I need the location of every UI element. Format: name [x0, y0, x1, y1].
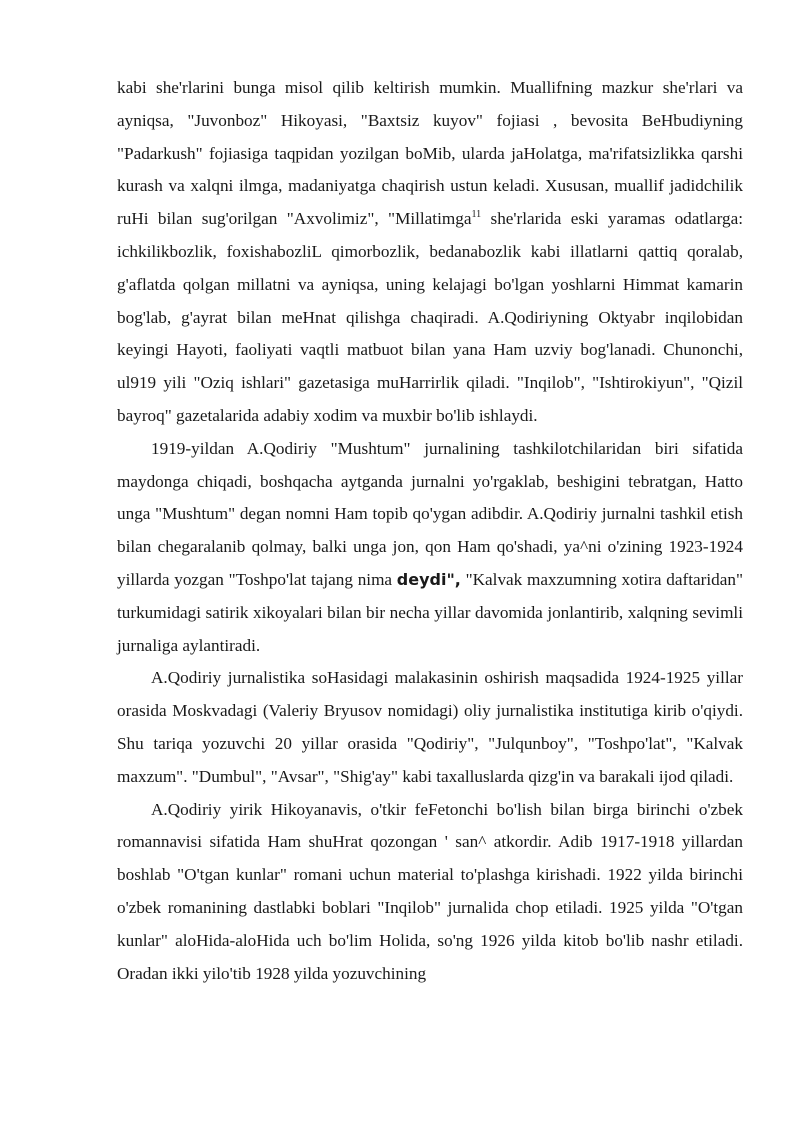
paragraph-2-text-a: 1919-yildan A.Qodiriy "Mushtum" jurnalining tashkilotchilaridan biri sifatida maydonga chiqadi, boshqacha aytganda jurnalni yo'rgaklab, beshigini tebratgan, Hatto unga "Mushtum" degan nomni Ham topib qo'ygan adibdir. A.Qodiriy jurnalni tashkil etish bilan chegaralanib qolmay, balki unga jon, qon Ham qo'shadi, ya^ni o'zining 1923-1924 yillarda yozgan "Toshpo'lat tajang nima	[117, 438, 743, 589]
paragraph-2-bold-text: deydi",	[396, 569, 461, 589]
paragraph-2	[117, 433, 743, 663]
paragraph-1	[117, 72, 743, 433]
paragraph-1-text-b: she'rlarida eski yaramas odatlarga: ichkilikbozlik, foxishabozliL qimorbozlik, bedanabozlik kabi illatlarni qattiq qoralab, g'aflatda qolgan millatni va ayniqsa, uning kelajagi bo'lgan yoshlarni Himmat kamarin bog'lab, g'ayrat bilan meHnat qilishga chaqiradi. A.Qodiriyning Oktyabr inqilobidan keyingi Hayoti, faoliyati vaqtli matbuot bilan yana Ham uzviy bog'lanadi. Chunonchi, ul919 yili "Oziq ishlari" gazetasiga muHarrirlik qiladi. "Inqilob", "Ishtirokiyun", "Qizil bayroq" gazetalarida adabiy xodim va muxbir bo'lib ishlaydi.	[117, 209, 743, 425]
body-text	[117, 72, 743, 990]
paragraph-4: A.Qodiriy yirik Hikoyanavis, o'tkir feFetonchi bo'lish bilan birga birinchi o'zbek romannavisi sifatida Ham shuHrat qozongan ' san^ atkordir. Adib 1917-1918 yillardan boshlab "O'tgan kunlar" romani uchun material to'plashga kirishadi. 1922 yilda birinchi o'zbek romanining dastlabki boblari "Inqilob" jurnalida chop etiladi. 1925 yilda "O'tgan kunlar" aloHida-aloHida uch bo'lim Holida, so'ng 1926 yilda kitob bo'lib nashr etiladi. Oradan ikki yilo'tib 1928 yilda yozuvchining	[117, 799, 743, 983]
paragraph-3: A.Qodiriy jurnalistika soHasidagi malakasinin oshirish maqsadida 1924-1925 yillar orasida Moskvadagi (Valeriy Bryusov nomidagi) oliy jurnalistika institutiga kirib o'qiydi. Shu tariqa yozuvchi 20 yillar orasida "Qodiriy", "Julqunboy", "Toshpo'lat", "Kalvak maxzum". "Dumbul", "Avsar", "Shig'ay" kabi taxalluslarda qizg'in va barakali ijod qiladi.	[117, 668, 743, 786]
paragraph-1-text-a: kabi she'rlarini bunga misol qilib keltirish mumkin. Muallifning mazkur she'rlari va ayniqsa, "Juvonboz" Hikoyasi, "Baxtsiz kuyov" fojiasi , bevosita BeHbudiyning "Padarkush" fojiasiga taqpidan yozilgan boMib, ularda jaHolatga, ma'rifatsizlikka qarshi kurash va xalqni ilmga, madaniyatga chaqirish ustun keladi. Xususan, muallif jadidchilik ruHi bilan sug'orilgan "Axvolimiz", "Millatimga	[117, 78, 743, 229]
paragraph-2-text-b: "Kalvak maxzumning xotira daftaridan" turkumidagi satirik xikoyalari bilan bir necha yillar davomida jonlantirib, xalqning sevimli jurnaliga aylantiradi.	[117, 569, 743, 655]
footnote-ref: 11	[471, 209, 482, 221]
